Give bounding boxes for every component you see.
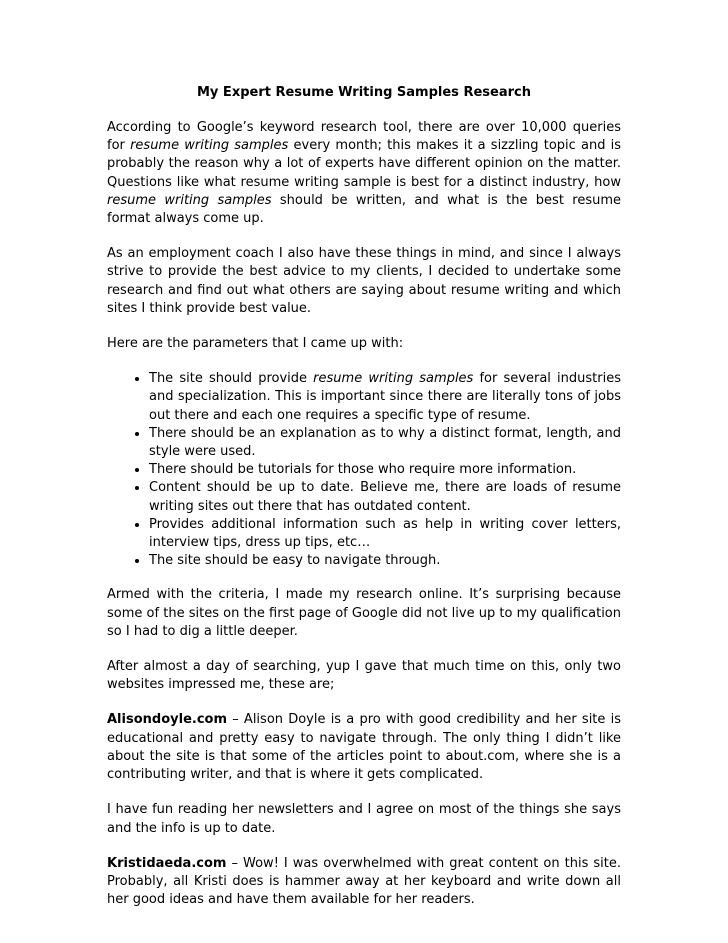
paragraph-intro-text-a: According to Google’s keyword research tool, there are over 10,000 queries for <box>107 120 621 154</box>
list-item: • Content should be up to date. Believe me, there are loads of resume writing sites out there that has outdated content. <box>149 479 621 515</box>
list-item: • There should be an explanation as to why a distinct format, length, and style were used. <box>149 425 621 461</box>
parameters-list <box>107 370 621 570</box>
list-item: • Provides additional information such as help in writing cover letters, interview tips, dress up tips, etc… <box>149 516 621 552</box>
list-item-text-b: for several industries and specialization. This is important since there are literally tons of jobs out there and each one requires a specific type of resume. <box>149 371 621 423</box>
paragraph-intro-emphasis-2: resume writing samples <box>107 192 272 208</box>
paragraph-kristidaeda <box>107 855 621 910</box>
paragraph-kristidaeda-text: – Wow! I was overwhelmed with great content on this site. Probably, all Kristi does is hammer away at her keyboard and write down all her good ideas and have them available for her readers. <box>107 855 621 908</box>
document-title: My Expert Resume Writing Samples Research <box>197 85 531 100</box>
paragraph-search-results: After almost a day of searching, yup I gave that much time on this, only two websites impressed me, these are; <box>107 659 621 693</box>
site-name-kristidaeda: Kristidaeda.com <box>107 855 227 871</box>
paragraph-alisondoyle-text: – Alison Doyle is a pro with good credibility and her site is educational and pretty easy to navigate through. The only thing I didn’t like about the site is that some of the articles point to about.com, where she is a contributing writer, and that is where it gets complicated. <box>107 712 621 783</box>
paragraph-intro-text-b: every month; this makes it a sizzling topic and is probably the reason why a lot of experts have different opinion on the matter. Questions like what resume writing sample is best for a distinct industry, how <box>107 138 622 190</box>
paragraph-research: Armed with the criteria, I made my research online. It’s surprising because some of the sites on the first page of Google did not live up to my qualification so I had to dig a little deeper. <box>107 587 621 639</box>
list-item-emphasis: resume writing samples <box>313 371 474 387</box>
paragraph-parameters-intro: Here are the parameters that I came up with: <box>107 336 404 352</box>
list-item <box>149 370 621 425</box>
paragraph-alisondoyle <box>107 711 621 784</box>
site-name-alisondoyle: Alisondoyle.com <box>107 712 228 728</box>
paragraph-newsletters: I have fun reading her newsletters and I agree on most of the things she says and the info is up to date. <box>107 802 621 836</box>
list-item: • There should be tutorials for those who require more information. <box>149 461 621 479</box>
list-item: • The site should be easy to navigate through. <box>149 552 621 570</box>
list-item-text-a: The site should provide <box>149 371 314 387</box>
paragraph-coach: As an employment coach I also have these things in mind, and since I always strive to provide the best advice to my clients, I decided to undertake some research and find out what others are saying about resume writing and which sites I think provide best value. <box>107 246 621 316</box>
paragraph-intro-text-c: should be written, and what is the best resume format always come up. <box>107 192 621 227</box>
document-page <box>107 84 621 926</box>
paragraph-intro-emphasis-1: resume writing samples <box>130 138 289 154</box>
paragraph-intro <box>107 119 621 228</box>
